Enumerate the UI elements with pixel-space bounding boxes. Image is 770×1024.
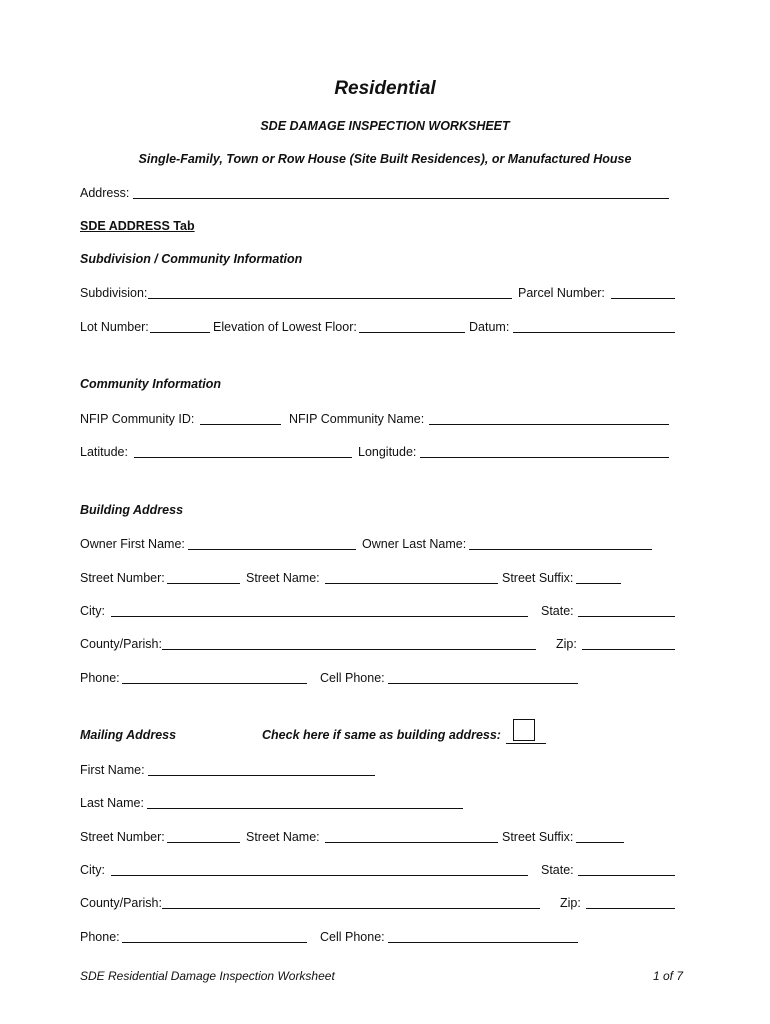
mailing-street-name-field[interactable] bbox=[325, 829, 498, 843]
datum-field[interactable] bbox=[513, 319, 675, 333]
mailing-zip-label: Zip: bbox=[560, 896, 581, 910]
county-parish-label: County/Parish: bbox=[80, 637, 162, 651]
subdivision-field[interactable] bbox=[148, 285, 512, 299]
mailing-street-number-field[interactable] bbox=[167, 829, 240, 843]
state-label: State: bbox=[541, 604, 574, 618]
latitude-field[interactable] bbox=[134, 444, 352, 458]
address-field[interactable] bbox=[133, 185, 669, 199]
footer-page-number: 1 of 7 bbox=[652, 969, 683, 983]
community-id-label: NFIP Community ID: bbox=[80, 412, 195, 426]
street-name-field[interactable] bbox=[325, 570, 498, 584]
owner-first-name-field[interactable] bbox=[188, 536, 356, 550]
worksheet-subtitle: SDE DAMAGE INSPECTION WORKSHEET bbox=[260, 119, 510, 133]
mailing-city-field[interactable] bbox=[111, 862, 528, 876]
mailing-last-name-field[interactable] bbox=[147, 795, 463, 809]
sde-address-tab: SDE ADDRESS Tab bbox=[80, 219, 195, 233]
street-suffix-field[interactable] bbox=[576, 570, 621, 584]
street-number-label: Street Number: bbox=[80, 571, 165, 585]
zip-label: Zip: bbox=[556, 637, 577, 651]
community-name-label: NFIP Community Name: bbox=[289, 412, 425, 426]
city-field[interactable] bbox=[111, 603, 528, 617]
cell-phone-label: Cell Phone: bbox=[320, 671, 385, 685]
mailing-first-name-field[interactable] bbox=[148, 762, 375, 776]
phone-label: Phone: bbox=[80, 671, 120, 685]
elevation-field[interactable] bbox=[359, 319, 465, 333]
street-name-label: Street Name: bbox=[246, 571, 320, 585]
state-field[interactable] bbox=[578, 603, 675, 617]
street-suffix-label: Street Suffix: bbox=[502, 571, 574, 585]
community-id-field[interactable] bbox=[200, 411, 281, 425]
mailing-phone-label: Phone: bbox=[80, 930, 120, 944]
owner-first-name-label: Owner First Name: bbox=[80, 537, 185, 551]
mailing-zip-field[interactable] bbox=[586, 895, 675, 909]
city-label: City: bbox=[80, 604, 105, 618]
mailing-cell-phone-label: Cell Phone: bbox=[320, 930, 385, 944]
subdivision-label: Subdivision: bbox=[80, 286, 148, 300]
mailing-county-parish-field[interactable] bbox=[162, 895, 540, 909]
mailing-street-suffix-label: Street Suffix: bbox=[502, 830, 574, 844]
address-label: Address: bbox=[80, 186, 130, 200]
mailing-first-name-label: First Name: bbox=[80, 763, 145, 777]
mailing-street-name-label: Street Name: bbox=[246, 830, 320, 844]
mailing-phone-field[interactable] bbox=[122, 929, 307, 943]
mailing-state-field[interactable] bbox=[578, 862, 675, 876]
longitude-field[interactable] bbox=[420, 444, 669, 458]
residence-types: Single-Family, Town or Row House (Site Built Residences), or Manufactured House bbox=[138, 152, 632, 166]
same-as-building-underline bbox=[506, 730, 546, 744]
building-address-heading: Building Address bbox=[80, 503, 184, 517]
mailing-last-name-label: Last Name: bbox=[80, 796, 144, 810]
mailing-address-heading: Mailing Address bbox=[80, 728, 177, 742]
datum-label: Datum: bbox=[469, 320, 510, 334]
owner-last-name-field[interactable] bbox=[469, 536, 652, 550]
mailing-street-number-label: Street Number: bbox=[80, 830, 165, 844]
longitude-label: Longitude: bbox=[358, 445, 417, 459]
county-parish-field[interactable] bbox=[162, 636, 536, 650]
same-as-building-label: Check here if same as building address: bbox=[262, 728, 501, 742]
zip-field[interactable] bbox=[582, 636, 675, 650]
mailing-city-label: City: bbox=[80, 863, 105, 877]
footer-document-name: SDE Residential Damage Inspection Worksheet bbox=[80, 969, 335, 983]
elevation-label: Elevation of Lowest Floor: bbox=[213, 320, 357, 334]
cell-phone-field[interactable] bbox=[388, 670, 578, 684]
lot-number-field[interactable] bbox=[150, 319, 210, 333]
community-name-field[interactable] bbox=[429, 411, 669, 425]
parcel-number-label: Parcel Number: bbox=[518, 286, 605, 300]
parcel-number-field[interactable] bbox=[611, 285, 675, 299]
owner-last-name-label: Owner Last Name: bbox=[362, 537, 467, 551]
phone-field[interactable] bbox=[122, 670, 307, 684]
mailing-state-label: State: bbox=[541, 863, 574, 877]
mailing-county-parish-label: County/Parish: bbox=[80, 896, 162, 910]
street-number-field[interactable] bbox=[167, 570, 240, 584]
mailing-street-suffix-field[interactable] bbox=[576, 829, 624, 843]
page-title: Residential bbox=[334, 78, 436, 99]
lot-number-label: Lot Number: bbox=[80, 320, 149, 334]
community-heading: Community Information bbox=[80, 377, 221, 391]
mailing-cell-phone-field[interactable] bbox=[388, 929, 578, 943]
latitude-label: Latitude: bbox=[80, 445, 128, 459]
subdivision-heading: Subdivision / Community Information bbox=[80, 252, 303, 266]
